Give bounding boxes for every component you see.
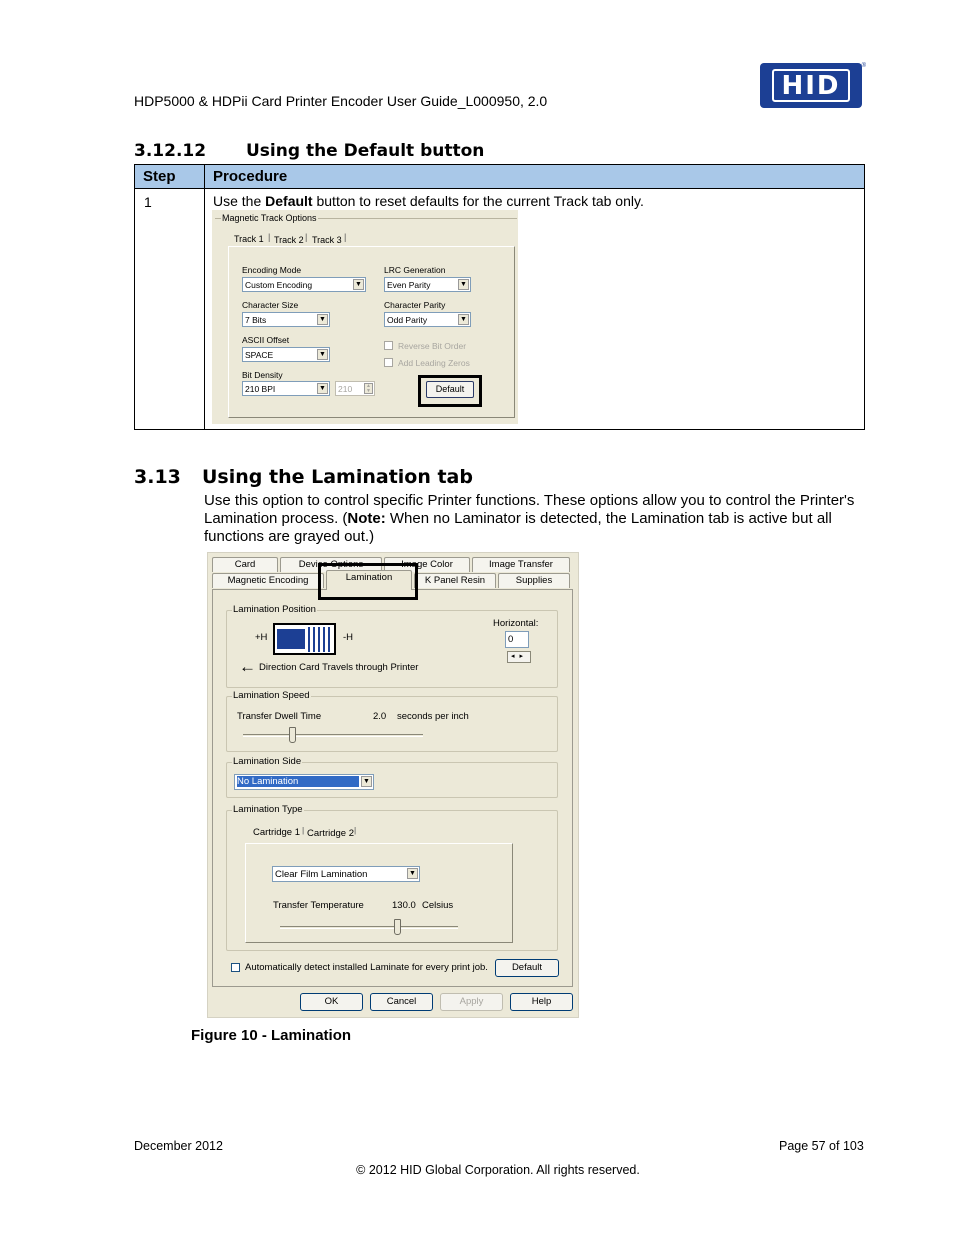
dwell-time-value: 2.0 xyxy=(373,711,387,722)
arrow-left-icon: ← xyxy=(239,657,256,676)
character-size-label: Character Size xyxy=(242,300,299,310)
encoding-mode-label: Encoding Mode xyxy=(242,265,302,275)
card-image-icon xyxy=(277,629,305,649)
character-size-select[interactable] xyxy=(242,312,330,327)
figure-caption: Figure 10 - Lamination xyxy=(191,1027,352,1044)
step-number: 1 xyxy=(144,194,152,210)
tab-image-color[interactable]: Image Color xyxy=(384,557,470,572)
temperature-value: 130.0 xyxy=(392,900,416,911)
character-parity-label: Character Parity xyxy=(384,300,446,310)
document-header-title: HDP5000 & HDPii Card Printer Encoder User Guide_L000950, 2.0 xyxy=(134,93,548,109)
procedure-text-pre: Use the xyxy=(213,193,266,209)
auto-detect-label: Automatically detect installed Laminate for every print job. xyxy=(245,962,488,973)
tab-supplies[interactable]: Supplies xyxy=(498,573,570,588)
tab-cartridge-1[interactable]: Cartridge 1 xyxy=(253,827,300,838)
lamination-position-label: Lamination Position xyxy=(233,604,316,615)
lamination-side-select[interactable] xyxy=(234,774,374,790)
plus-h-label: +H xyxy=(255,632,268,643)
dwell-time-slider-thumb[interactable] xyxy=(289,727,296,743)
chevron-down-icon: ▼ xyxy=(458,279,469,290)
lamination-type-select[interactable] xyxy=(272,866,420,882)
chevron-down-icon: ▼ xyxy=(353,279,364,290)
tab-track-3[interactable]: Track 3 xyxy=(312,235,342,245)
procedure-text xyxy=(213,193,644,209)
tab-separator: | xyxy=(305,232,308,242)
magnetic-track-dialog xyxy=(212,210,518,424)
chevron-down-icon: ▼ xyxy=(361,776,372,787)
lamination-intro-paragraph xyxy=(204,492,864,546)
lamination-type-label: Lamination Type xyxy=(233,804,303,815)
chevron-down-icon: ▼ xyxy=(317,314,328,325)
intro-text-post: When no Laminator is detected, the Lamination tab is active but all functions are grayed out.) xyxy=(204,510,832,545)
procedure-text-post: button to reset defaults for the current Track tab only. xyxy=(312,193,644,209)
chevron-down-icon: ▼ xyxy=(458,314,469,325)
section-heading-default xyxy=(134,141,484,161)
transfer-dwell-time-label: Transfer Dwell Time xyxy=(237,711,322,722)
hid-logo-text: HID xyxy=(772,69,849,102)
bit-density-spin-value: 210 xyxy=(338,384,353,394)
lamination-speed-group xyxy=(226,690,558,752)
reverse-bit-order-label: Reverse Bit Order xyxy=(398,341,467,351)
section-heading-lamination xyxy=(134,466,473,488)
character-parity-value: Odd Parity xyxy=(387,315,428,325)
reverse-bit-order-checkbox[interactable] xyxy=(384,341,393,350)
lamination-side-group xyxy=(226,756,558,798)
ascii-offset-label: ASCII Offset xyxy=(242,335,290,345)
character-size-value: 7 Bits xyxy=(245,315,267,325)
apply-button[interactable]: Apply xyxy=(440,993,503,1011)
temperature-slider-track xyxy=(280,926,458,929)
lamination-side-label: Lamination Side xyxy=(233,756,302,767)
lamination-dialog xyxy=(207,552,579,1018)
encoding-mode-select[interactable] xyxy=(242,277,366,292)
cancel-button[interactable]: Cancel xyxy=(370,993,433,1011)
hid-logo xyxy=(760,63,866,108)
tab-cartridge-2[interactable]: Cartridge 2 xyxy=(307,828,354,839)
step-column-header: Step xyxy=(143,168,176,185)
table-divider xyxy=(204,165,205,429)
lamination-type-value: Clear Film Lamination xyxy=(275,869,368,880)
direction-label: Direction Card Travels through Printer xyxy=(259,662,419,673)
add-leading-zeros-label: Add Leading Zeros xyxy=(398,358,470,368)
horizontal-input[interactable]: 0 xyxy=(505,631,529,648)
tab-track-1[interactable]: Track 1 xyxy=(234,234,264,244)
arrow-right-icon[interactable]: ▸ xyxy=(519,653,524,660)
procedure-text-bold: Default xyxy=(265,193,313,209)
section-title: Using the Lamination tab xyxy=(202,466,473,488)
lamination-tab-highlight xyxy=(318,563,418,600)
ascii-offset-select[interactable] xyxy=(242,347,330,362)
character-parity-select[interactable] xyxy=(384,312,471,327)
horizontal-label: Horizontal: xyxy=(493,618,539,629)
tab-separator: | xyxy=(354,825,357,835)
section-number: 3.13 xyxy=(134,466,181,488)
tab-track-2[interactable]: Track 2 xyxy=(274,235,304,245)
ok-button[interactable]: OK xyxy=(300,993,363,1011)
help-button[interactable]: Help xyxy=(510,993,573,1011)
procedure-column-header: Procedure xyxy=(213,168,288,185)
tab-magnetic-encoding[interactable]: Magnetic Encoding xyxy=(212,573,324,588)
tab-lamination[interactable]: Lamination xyxy=(326,570,412,590)
magnetic-track-options-label: Magnetic Track Options xyxy=(222,213,317,223)
section-title: Using the Default button xyxy=(246,141,485,161)
chevron-down-icon: ▼ xyxy=(317,349,328,360)
cartridge-panel xyxy=(245,843,513,943)
lrc-generation-select[interactable] xyxy=(384,277,471,292)
horizontal-spinner[interactable] xyxy=(507,651,531,663)
lamination-default-button[interactable]: Default xyxy=(495,959,559,977)
card-position-graphic xyxy=(273,623,336,655)
track-default-button[interactable]: Default xyxy=(426,381,474,398)
tab-card[interactable]: Card xyxy=(212,557,278,572)
chevron-down-icon: ▼ xyxy=(317,383,328,394)
add-leading-zeros-checkbox[interactable] xyxy=(384,358,393,367)
ascii-offset-value: SPACE xyxy=(245,350,274,360)
bit-density-label: Bit Density xyxy=(242,370,283,380)
chevron-down-icon: ▼ xyxy=(407,868,418,879)
auto-detect-checkbox[interactable] xyxy=(231,963,240,972)
dwell-time-slider-track xyxy=(243,734,423,737)
lrc-generation-label: LRC Generation xyxy=(384,265,446,275)
lamination-speed-label: Lamination Speed xyxy=(233,690,310,701)
bit-density-value: 210 BPI xyxy=(245,384,276,394)
tab-k-panel-resin[interactable]: K Panel Resin xyxy=(414,573,496,588)
footer-date: December 2012 xyxy=(134,1139,223,1153)
footer-page-number: Page 57 of 103 xyxy=(779,1139,864,1153)
temperature-slider-thumb[interactable] xyxy=(394,919,401,935)
lamination-tab-panel xyxy=(212,589,573,987)
procedure-table-header xyxy=(135,165,864,189)
encoding-mode-value: Custom Encoding xyxy=(245,280,313,290)
bit-density-select[interactable] xyxy=(242,381,330,396)
intro-note-label: Note: xyxy=(347,510,386,527)
tab-image-transfer[interactable]: Image Transfer xyxy=(472,557,570,572)
intro-text-pre: Use this option to control specific Printer functions. These options allow you to control the Printer's Lamination process. ( xyxy=(204,492,855,527)
spinner-arrows-icon: ▲ ▼ xyxy=(364,383,373,394)
lamination-side-value: No Lamination xyxy=(237,776,359,787)
lrc-generation-value: Even Parity xyxy=(387,280,431,290)
tab-separator: | xyxy=(344,232,347,242)
tab-separator: | xyxy=(302,825,305,835)
lamination-type-group xyxy=(226,804,558,951)
tab-separator: | xyxy=(268,232,271,242)
lamination-stripes-icon xyxy=(308,627,332,652)
transfer-temperature-label: Transfer Temperature xyxy=(273,900,364,911)
dwell-time-unit: seconds per inch xyxy=(397,711,469,722)
section-number: 3.12.12 xyxy=(134,141,207,161)
tab-device-options[interactable]: Device Options xyxy=(280,557,382,572)
minus-h-label: -H xyxy=(343,632,354,643)
lamination-position-group xyxy=(226,604,558,688)
temperature-unit: Celsius xyxy=(422,900,454,911)
footer-copyright: © 2012 HID Global Corporation. All rights reserved. xyxy=(356,1163,640,1177)
logo-trademark: ® xyxy=(861,63,866,69)
arrow-left-icon[interactable]: ◂ xyxy=(511,653,515,660)
bit-density-spinner[interactable] xyxy=(335,381,375,396)
